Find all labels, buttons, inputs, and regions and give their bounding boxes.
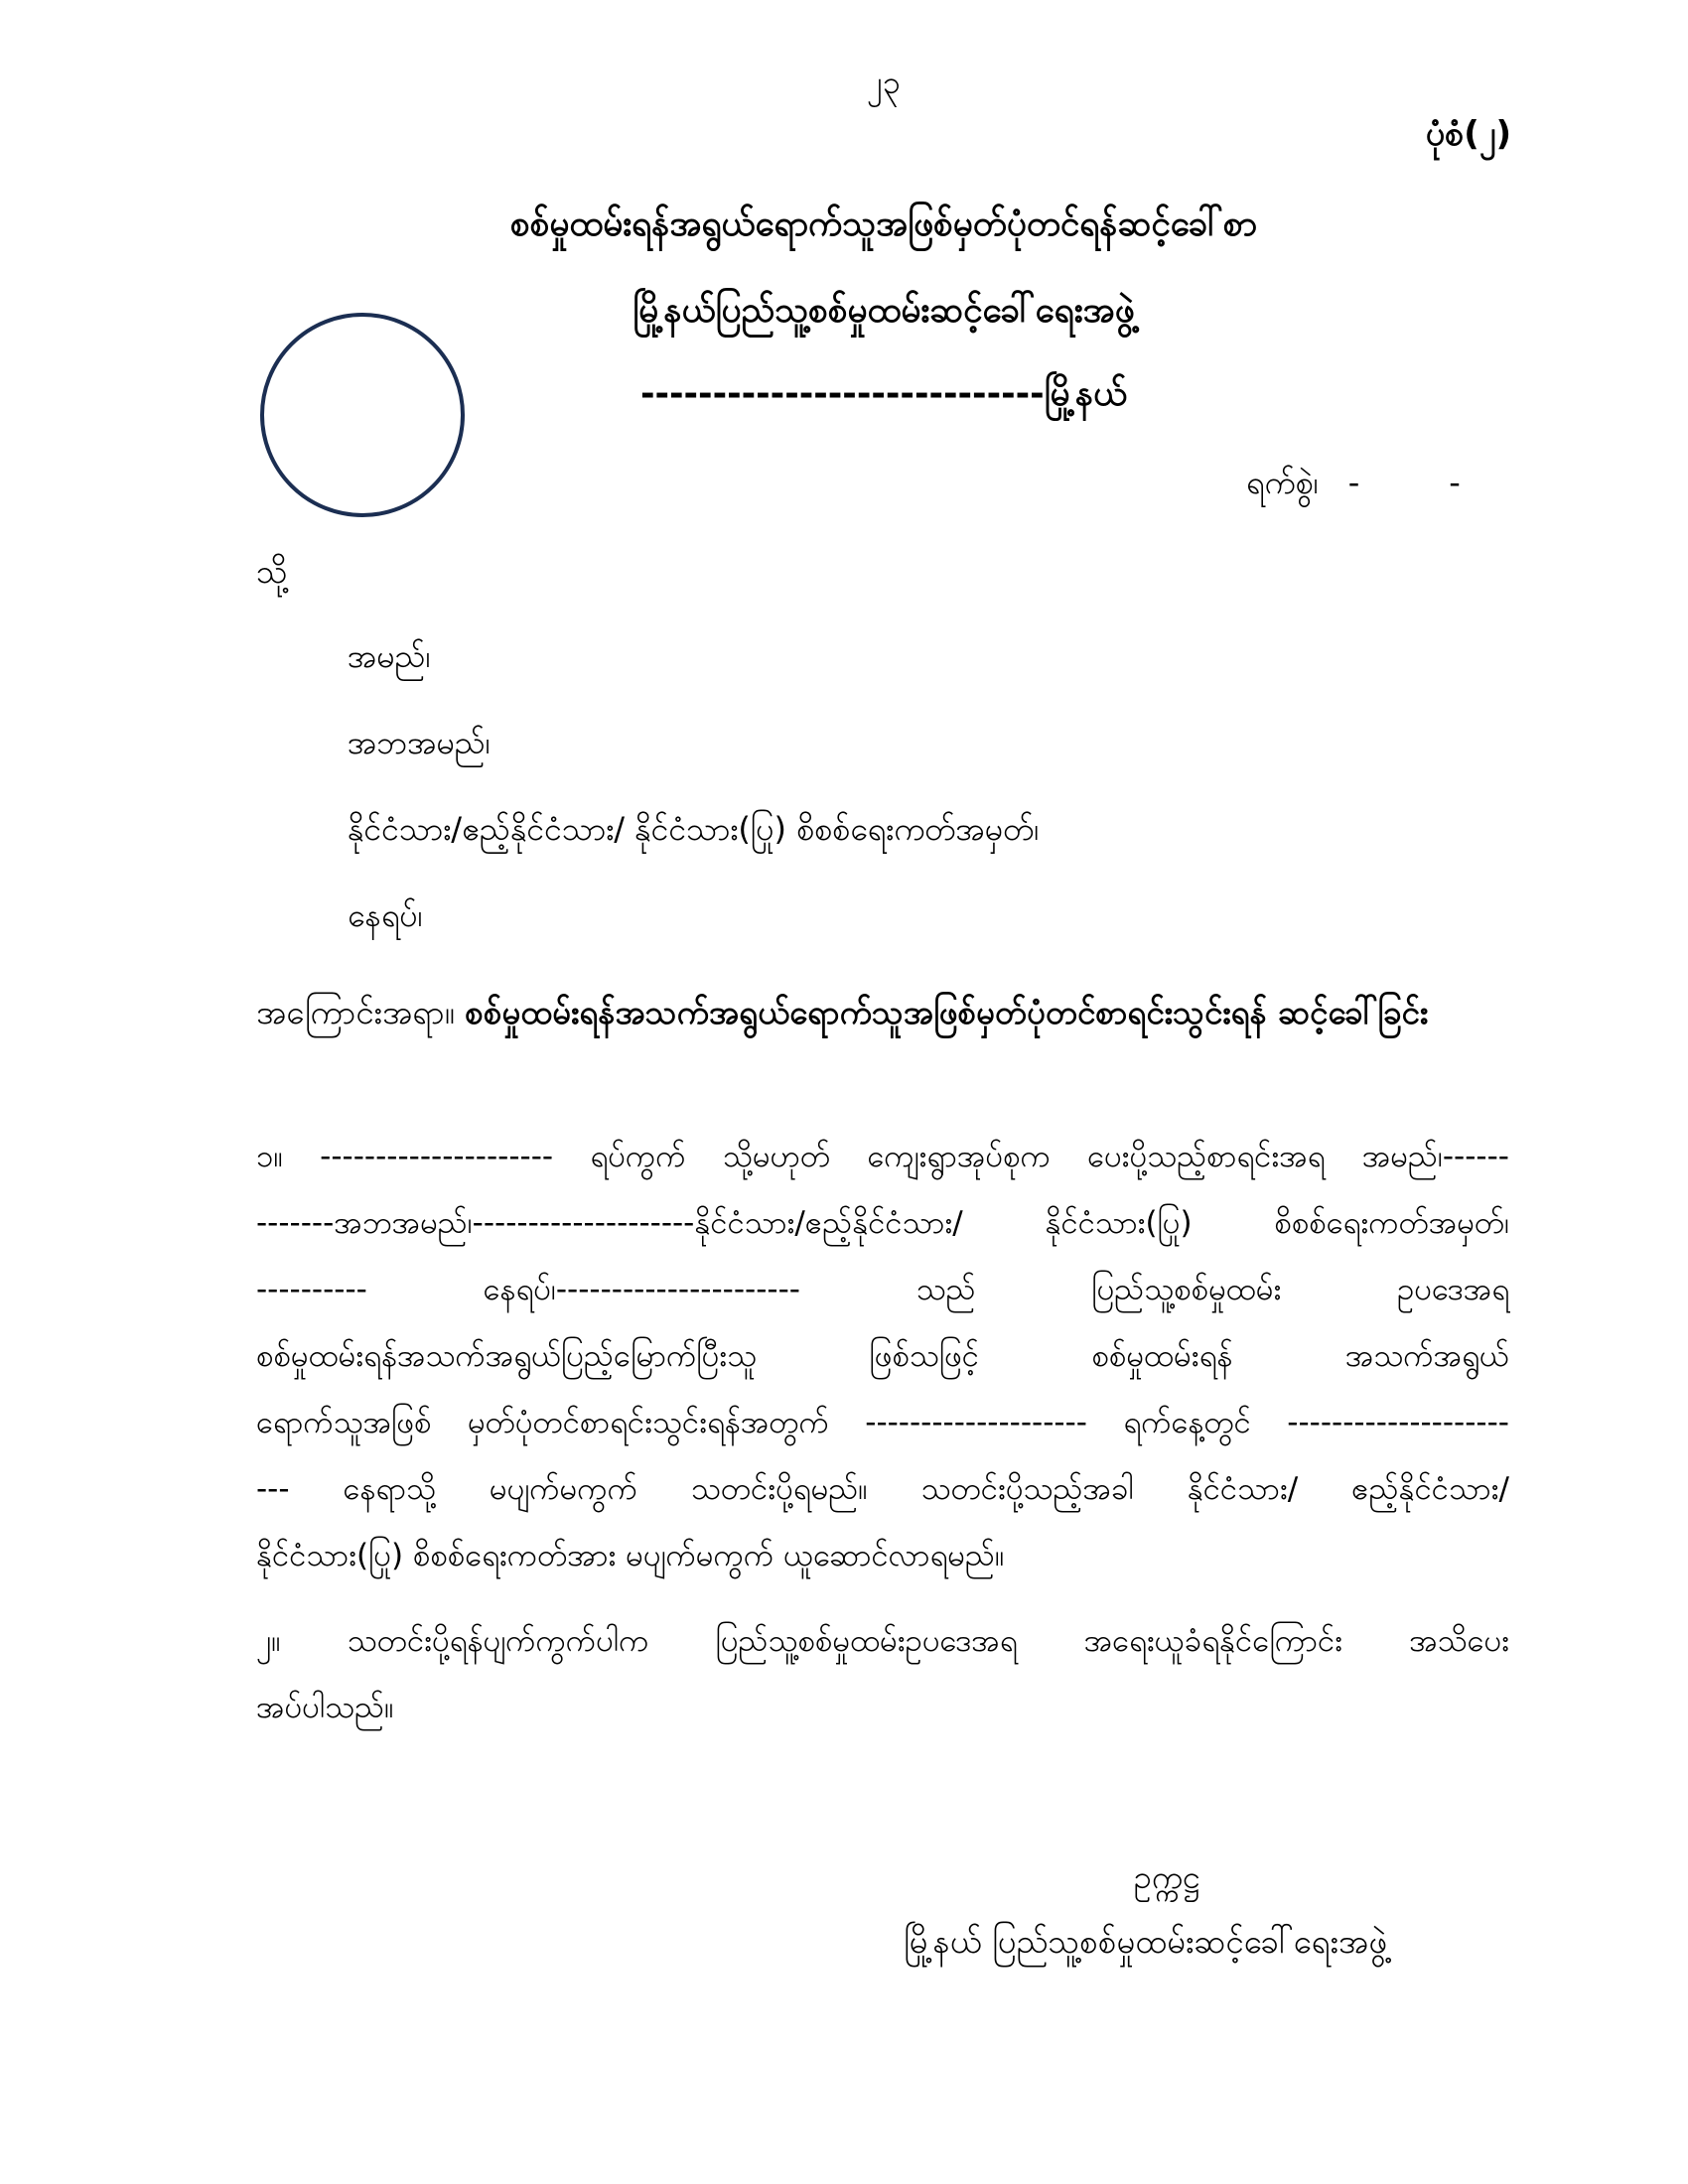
township-line: ----------------------------မြို့နယ် xyxy=(639,374,1128,414)
date-line xyxy=(1246,462,1461,509)
paragraph1-line: ၁။ --------------------- ရပ်ကွက် သို့မဟုတ် ကျေးရွာအုပ်စုက ပေးပို့သည့်စာရင်းအရ အမည်၊------ xyxy=(256,1139,1509,1174)
signature-title: ဥက္ကဋ္ဌ xyxy=(1134,1858,1200,1896)
paragraph2-line: အပ်ပါသည်။ xyxy=(256,1690,394,1725)
paragraph1-line: စစ်မှုထမ်းရန်အသက်အရွယ်ပြည့်မြောက်ပြီးသူ ဖြစ်သဖြင့် စစ်မှုထမ်းရန် အသက်အရွယ် xyxy=(256,1338,1509,1374)
paragraph1-line: ---------- နေရပ်၊---------------------- သည် ပြည်သူ့စစ်မှုထမ်း ဥပဒေအရ xyxy=(256,1272,1509,1307)
form-number: ပုံစံ(၂) xyxy=(1425,114,1511,154)
recipient-nrc-field: နိုင်ငံသား/ဧည့်နိုင်ငံသား/ နိုင်ငံသား(ပြု) စိစစ်ရေးကတ်အမှတ်၊ xyxy=(348,810,1040,848)
date-separator: - xyxy=(1347,464,1360,501)
to-label: သို့ xyxy=(256,552,288,591)
subject-label: အကြောင်းအရာ။ xyxy=(256,993,455,1031)
paragraph1-line: နိုင်ငံသား(ပြု) စိစစ်ရေးကတ်အား မပျက်မကွက် ယူဆောင်လာရမည်။ xyxy=(256,1538,1005,1573)
paragraph1-line: -------အဘအမည်၊--------------------နိုင်ငံသား/ဧည့်နိုင်ငံသား/ နိုင်ငံသား(ပြု) စိစစ်ရေးကတ်အမှတ်၊ xyxy=(256,1205,1509,1241)
document-title: စစ်မှုထမ်းရန်အရွယ်ရောက်သူအဖြစ်မှတ်ပုံတင်ရန်ဆင့်ခေါ်စာ xyxy=(510,205,1257,244)
date-label: ရက်စွဲ၊ xyxy=(1246,464,1319,501)
page-number: ၂၃ xyxy=(867,64,901,101)
paragraph1-line: ရောက်သူအဖြစ် မှတ်ပုံတင်စာရင်းသွင်းရန်အတွက် -------------------- ရက်နေ့တွင် -------------------- xyxy=(256,1405,1509,1440)
subject xyxy=(256,980,1507,1045)
seal-circle xyxy=(260,313,465,517)
paragraph2-line: ၂။ သတင်းပို့ရန်ပျက်ကွက်ပါက ပြည်သူ့စစ်မှုထမ်းဥပဒေအရ အရေးယူခံရနိုင်ကြောင်း အသိပေး xyxy=(256,1623,1509,1659)
paragraph1-line: --- နေရာသို့ မပျက်မကွက် သတင်းပို့ရမည်။ သတင်းပို့သည့်အခါ နိုင်ငံသား/ ဧည့်နိုင်ငံသား/ xyxy=(256,1471,1509,1507)
recipient-name-field: အမည်၊ xyxy=(348,637,431,675)
subject-text: စစ်မှုထမ်းရန်အသက်အရွယ်ရောက်သူအဖြစ်မှတ်ပုံတင်စာရင်းသွင်းရန် ဆင့်ခေါ်ခြင်း xyxy=(465,993,1429,1031)
signature-organization: မြို့နယ် ပြည်သူ့စစ်မှုထမ်းဆင့်ခေါ်ရေးအဖွဲ့ xyxy=(904,1922,1388,1961)
issuing-committee: မြို့နယ်ပြည်သူ့စစ်မှုထမ်းဆင့်ခေါ်ရေးအဖွဲ့ xyxy=(633,291,1135,331)
date-separator: - xyxy=(1449,464,1461,501)
recipient-address-field: နေရပ်၊ xyxy=(348,896,423,934)
recipient-father-name-field: အဘအမည်၊ xyxy=(348,724,491,761)
